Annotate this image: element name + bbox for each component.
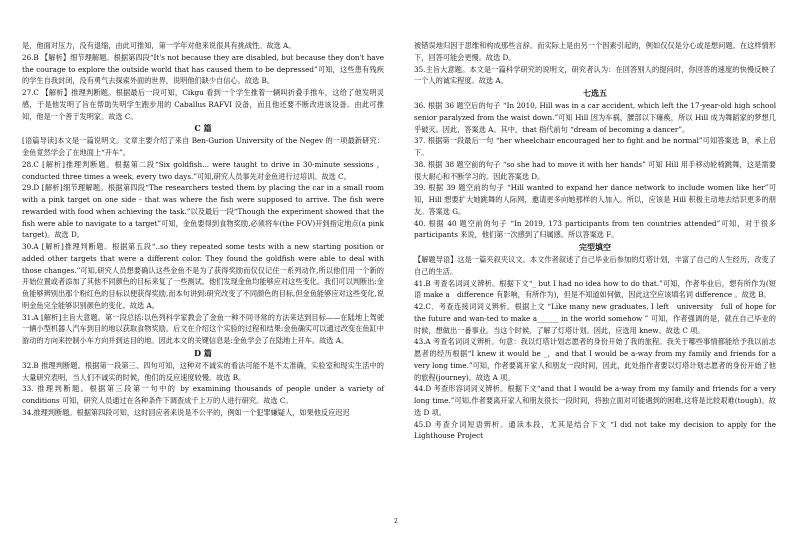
paragraph: 29.D [解析]细节理解题。根据第四段“The researchers tested them by placing the car in a small room with a pink target on one side - that was where the fish were supposed to arrive. The fish were rewarded with food when achieving the task.”以及最后一段“Though the experiment showed that the fish were able to navigate to a target”可知，金鱼要得到食物奖励,必须将车(the FOV)开到指定地点(a pink target)。故选 D。: [22, 183, 384, 240]
paragraph: 是，他面对压力，没有退缩，由此可推知，第一学年对他来说很具有挑战性。故选 A。: [22, 41, 296, 50]
section-heading: 七选五: [583, 88, 607, 98]
left-column: [22, 40, 384, 419]
paragraph: 32.B 推理判断题。根据第一段第三、四句可知，这种对不诚实的看法可能不是不太准确，实验室和现实生活中的大量研究表明，当人们不诚实的时候，他们的反应速度较慢。故选 B。: [22, 360, 384, 382]
section-heading: D 篇: [194, 347, 212, 358]
paragraph: 30.A [解析]推理判断题。根据第五段“..so they repeated some tests with a new starting position or added other targets that were a different color. They found the goldfish were able to deal with those changes.”可知,研究人员想要确认这些金鱼不是为了获得奖励而仅仅记住一系列动作,所以他们用一个新的开始位置或者添加了其他不同颜色的目标来复了一些测试。他们发现金鱼均能够应对这些变化。我们可以判断出:金鱼能够辨别出那个粉红色的目标以便获得奖励,而本句讲到:研究改变了不同颜色的目标,但金鱼能够应对这些变化,说明金鱼完全能够识别颜色的变化。故选 A。: [22, 242, 384, 310]
paragraph: [语篇导读]本文是一篇说明文。文章主要介绍了来自 Ben-Gurion University of the Negev 的一项最新研究：金鱼竟然学会了在地面上“开车”。: [22, 136, 384, 157]
paragraph: 34.推理判断题。根据第四段可知，这时回应者来说是不公平的，例如一个犯罪嫌疑人，如果他反应迟迟: [22, 407, 350, 417]
paragraph: 28.C [解析]推理判断题。根据第二段“Six goldfish... were taught to drive in 30-minute sessions ，conducted three times a week, every two days.”可知,研究人员事先对金鱼进行过培训。故选 C。: [22, 159, 384, 181]
paragraph: 被错误地归因于思维和构成那些言辞。而实际上是由另一个因素引起的，例如仅仅是分心或是想问题。在这样情形下，回答可能会更慢。故选 D。: [414, 41, 776, 62]
paragraph: 38. 根据 38 题空前的句子 “so she had to move it with her hands” 可知 Hill 用手移动轮椅跳舞，这是需要很大耐心和不断学习的。因此答案选 D。: [414, 159, 776, 181]
paragraph: 26.B 【解析】细节理解题。根据第四段“It's not because they are disabled, but because they don't have the courage to explore the outside world that has caused them to be depressed”可知，这些患有残疾的学生自我封闭，没有勇气去探索外面的世界，说明他们缺少自信心。故选 B。: [22, 52, 384, 86]
paragraph: 40. 根据 40 题空前的句子 “In 2019, 173 participants from ten countries attended”可知，对于很多 participants 来说，他们第一次感到了归属感。所以答案选 F。: [414, 218, 776, 240]
paragraph: 41.B 考查名词词义辨析。根据下文“_ but I had no idea how to do that.”可知，作者毕业后，想有所作为(短语 make a difference 有影响，有所作为)，但是不知道如何做，因此这空应该填名词 difference 。故选 B。: [414, 278, 776, 300]
right-column: [414, 40, 776, 442]
section-heading: C 篇: [194, 123, 212, 134]
paragraph: 31.A [解析]主旨大意题。第一段总括:以色列科学家教会了金鱼一种不同寻常的方法来达到目标——在陆地上驾驶一辆小型机器人汽车到目的地以获取食物奖励。后文在介绍这个实验的过程和结果:金鱼确实可以通过改变在鱼缸中游动的方向来控制小车方向并到达目的地。因此本文的关键信息是:金鱼学会了在陆地上开车。故选 A。: [22, 312, 384, 345]
paragraph: 35.主旨大意题。本文是一篇科学研究的说明文，研究者认为：在回答别人的提问时，你回答的速度的快慢反映了一个人的诚实程度。故选 A。: [414, 64, 776, 86]
paragraph: 33. 推理判断题。根据第三段第一句中的 by examining thousands of people under a variety of conditions 可知，研究人员通过在各种条件下调查成千上万的人进行研究。故选 C。: [22, 384, 384, 405]
paragraph: 【解题导语】这是一篇夹叙夹议文。本文作者叙述了自己毕业后参加的灯塔计划，丰富了自己的人生经历，改变了自己的生活。: [414, 255, 776, 276]
section-heading: 完型填空: [579, 242, 611, 252]
paragraph: 39. 根据 39 题空前的句子 “Hill wanted to expand her dance network to include women like her”可知，Hill 想要扩大她跳舞的人际网，邀请更多向她那样的人加入。所以，应该是 Hill 积极主动地去结识更多的朋友。答案选 G。: [414, 183, 776, 216]
paragraph: 42.C．考查连接词词义辨析。根据上文 “Like many new graduates, I left university full of hope for the future and wan-ted to make a______ in the world somehow ” 可知，作者强调的是，就在自己毕业的时候，想做出一番事业。当这个时候，了解了灯塔计划。因此，应选用 knew。故选 C 项。: [414, 302, 776, 335]
paragraph: 44.D 考查形容词词义辨析。根据下文“and that I would be a-way from my family and friends for a very long time.”可知,作者要离开家人和朋友很长一段时间，将独立面对可能遇到的困难,这将是比较艰难(tough)。故选 D 项。: [414, 384, 776, 417]
paragraph: 37. 根据第一段最后一句 “her wheelchair encouraged her to fight and be normal”可知答案选 B，承上启下。: [414, 136, 776, 157]
paragraph: 36. 根据 36 题空后的句子 “In 2010, Hill was in a car accident, which left the 17-year-old high school senior paralyzed from the waist down.”可知 Hill 因为车祸，腰部以下瘫痪，所以 Hill 成为舞蹈家的梦想几乎破灭。因此，答案选 A。其中，that 指代前句 “dream of becoming a dancer”。: [414, 101, 776, 134]
page-number: 2: [394, 518, 398, 525]
paragraph: 43.A 考查名词词义辨析。句意：我以灯塔计划志愿者的身份开始了我的旅程。我关于哪些事情都能给予我以前志愿者的经历根据“I knew it would be _，and that I would be a-way from my family and friends for a very long time.”可知，作者要离开家人和朋友一段时间，因此，此处指作者要以灯塔计划志愿者的身份开始了他的旅程(journey)。故选 A 项。: [414, 337, 776, 382]
paragraph: 45.D 考查介词短语辨析。通读本段，尤其是结合下文 “I did not take my decision to apply for the Lighthouse Project: [414, 419, 776, 441]
paragraph: 27.C 【解析】推理判断题。根据最后一段可知，Cikgu 看到一个学生推着一辆叫折叠手推车，这给了他发明灵感，于是他发明了旨在帮助失明学生跑步用的 Caballus RAFVI 设备，而且他还要不断改进该设备。由此可推知，他是一个善于发明家。故选 C。: [22, 88, 384, 121]
